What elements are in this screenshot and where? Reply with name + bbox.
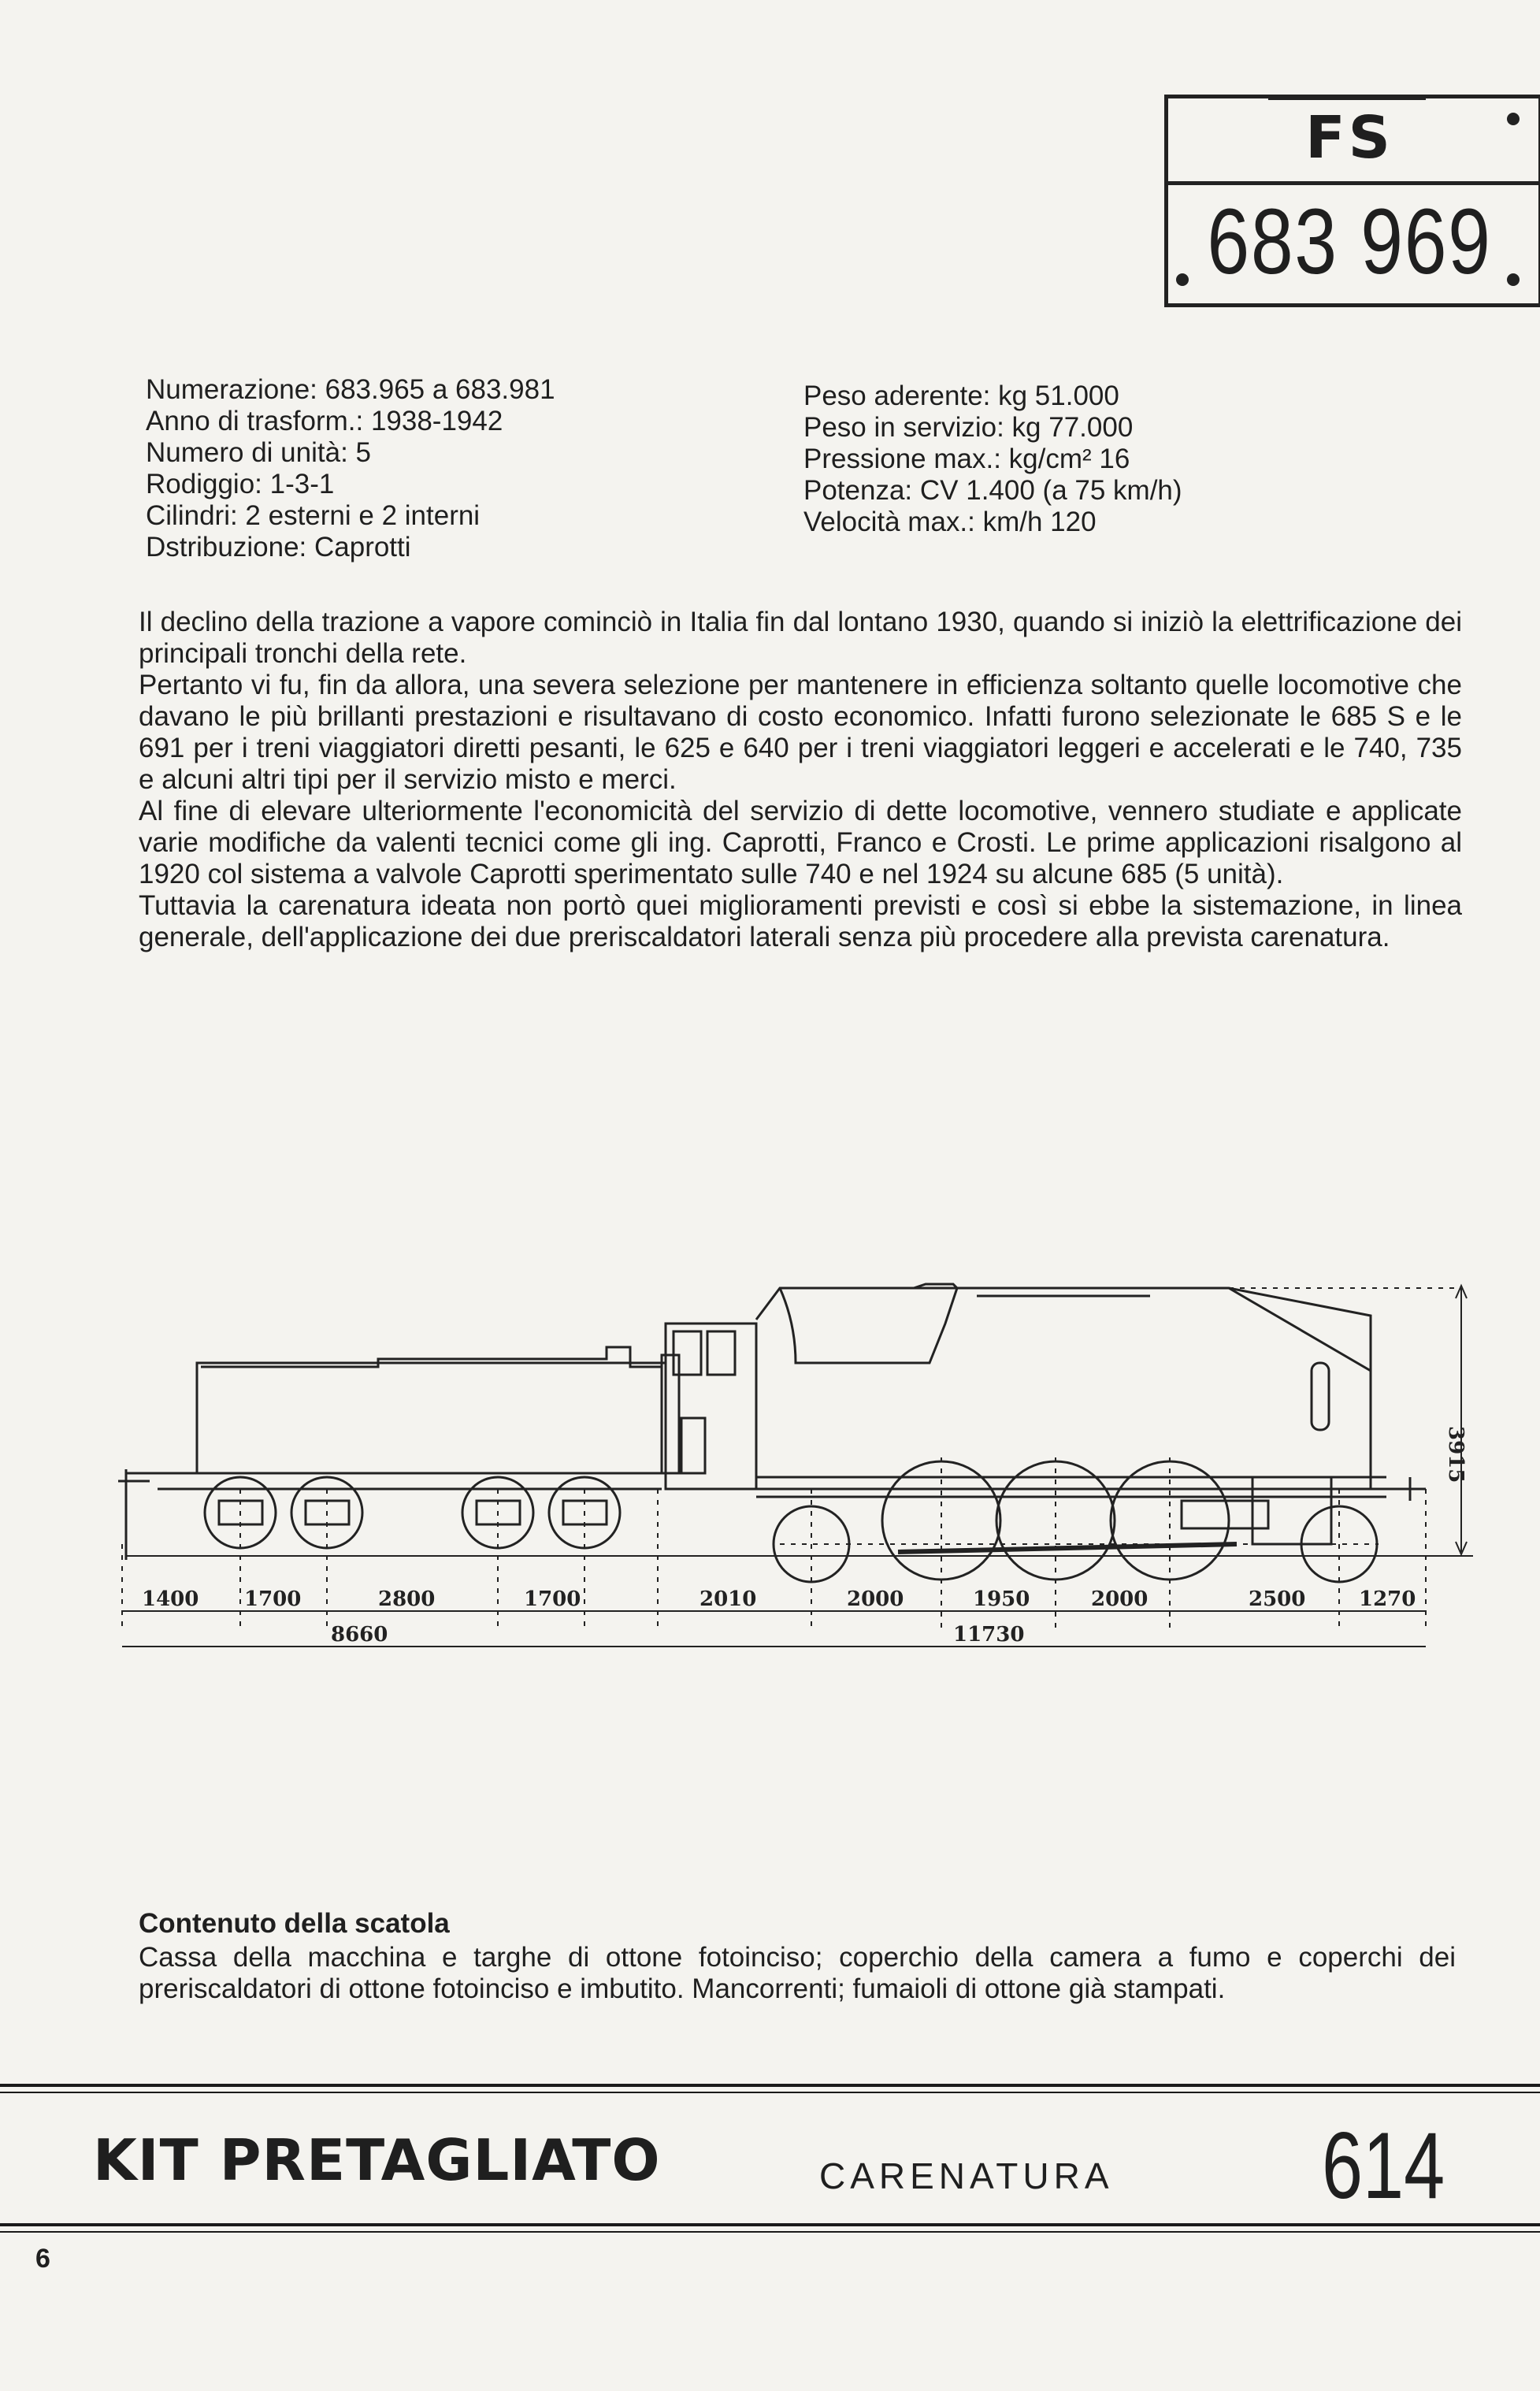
smokebox-front xyxy=(1229,1288,1371,1481)
dim-label: 2010 xyxy=(699,1587,757,1611)
box-text: Cassa della macchina e targhe di ottone fotoinciso; coperchio della camera a fumo e coperchi dei preriscaldatori di ottone fotoinciso e imbutito. Mancorrenti; fumaioli di ottone già stampati. xyxy=(139,1942,1456,2004)
cab-steps xyxy=(681,1418,705,1473)
dim-label: 2000 xyxy=(847,1587,904,1611)
spec-line: Velocità max.: km/h 120 xyxy=(803,507,1097,537)
coupling-rod xyxy=(898,1544,1237,1552)
paragraph: Al fine di elevare ulteriormente l'economicità del servizio di dette locomotive, vennero studiate e applicate varie modifiche da valenti tecnici come gli ing. Caprotti, Franco e Crosti. Le prime applicazioni risalgono al 1920 col sistema a valvole Caprotti sperimentato sulle 740 e nel 1924 su alcune 685 (5 unità). xyxy=(139,796,1462,889)
spec-line: Peso aderente: kg 51.000 xyxy=(803,381,1119,411)
fairing-curve xyxy=(780,1288,957,1363)
driving-wheel xyxy=(882,1461,1000,1580)
cab-window xyxy=(707,1331,735,1375)
plate-rivet xyxy=(1507,273,1520,286)
page-number: 6 xyxy=(35,2244,50,2274)
dim-label: 1950 xyxy=(973,1587,1030,1611)
spec-line: Peso in servizio: kg 77.000 xyxy=(803,412,1134,443)
tender-end xyxy=(662,1355,679,1473)
dim-label: 1700 xyxy=(244,1587,302,1611)
spec-line: Dstribuzione: Caprotti xyxy=(146,532,411,562)
plate-rivet xyxy=(1507,113,1520,125)
dim-label: 2000 xyxy=(1091,1587,1149,1611)
specs-left xyxy=(146,374,555,563)
dim-label: 1270 xyxy=(1359,1587,1416,1611)
footer-rule xyxy=(0,2231,1540,2233)
plate-rivet xyxy=(1176,273,1189,286)
plate-number: 683 969 xyxy=(1207,190,1492,294)
spec-line: Numerazione: 683.965 a 683.981 xyxy=(146,374,555,405)
history-text xyxy=(139,607,1462,953)
loco-frame xyxy=(756,1477,1386,1497)
spec-line: Numero di unità: 5 xyxy=(146,437,371,468)
paragraph: Il declino della trazione a vapore cominciò in Italia fin dal lontano 1930, quando si iniziò la elettrificazione dei principali tronchi della rete. xyxy=(139,607,1462,669)
driving-wheel xyxy=(996,1461,1115,1580)
tender-body xyxy=(197,1363,666,1473)
paragraph: Tuttavia la carenatura ideata non portò quei miglioramenti previsti e così si ebbe la sistemazione, in linea generale, dell'applicazione dei due preriscaldatori laterali senza più procedere alla prevista carenatura. xyxy=(139,890,1462,952)
spec-line: Potenza: CV 1.400 (a 75 km/h) xyxy=(803,475,1182,506)
brand-title: KIT PRETAGLIATO xyxy=(93,2127,661,2193)
locomotive-drawing xyxy=(0,1229,1540,1670)
subtitle: CARENATURA xyxy=(819,2155,1114,2196)
front-window xyxy=(1312,1363,1329,1430)
tender-frame xyxy=(126,1473,677,1489)
spec-line: Anno di trasform.: 1938-1942 xyxy=(146,406,503,436)
dim-label: 1700 xyxy=(524,1587,581,1611)
dim-label: 2500 xyxy=(1249,1587,1306,1611)
kit-code: 614 xyxy=(1322,2113,1445,2218)
cylinder xyxy=(1182,1501,1268,1528)
dim-label: 2800 xyxy=(378,1587,436,1611)
dim-label: 8660 xyxy=(331,1623,388,1647)
height-label: 3915 xyxy=(1444,1426,1468,1483)
driving-wheel xyxy=(1111,1461,1229,1580)
footer-rule xyxy=(0,2092,1540,2093)
footer-rule xyxy=(0,2084,1540,2087)
spec-line: Rodiggio: 1-3-1 xyxy=(146,469,335,499)
dim-label: 11730 xyxy=(953,1623,1025,1647)
paragraph: Pertanto vi fu, fin da allora, una severa selezione per mantenere in efficienza soltanto quelle locomotive che davano le più brillanti prestazioni e risultavano di costo economico. Infatti furono selezionate le 685 S e le 691 per i treni viaggiatori diretti pesanti, le 625 e 640 per i treni viaggiatori leggeri e accelerati e le 740, 735 e alcuni altri tipi per il servizio misto e merci. xyxy=(139,670,1462,795)
spec-line: Pressione max.: kg/cm² 16 xyxy=(803,444,1130,474)
plate-top-edge xyxy=(1268,98,1426,100)
specs-right xyxy=(803,381,1182,538)
cab-window xyxy=(674,1331,701,1375)
footer-rule xyxy=(0,2223,1540,2226)
box-title: Contenuto della scatola xyxy=(139,1908,450,1939)
plate-railway: FS xyxy=(1305,104,1393,172)
dim-label: 1400 xyxy=(142,1587,199,1611)
spec-line: Cilindri: 2 esterni e 2 interni xyxy=(146,500,481,531)
